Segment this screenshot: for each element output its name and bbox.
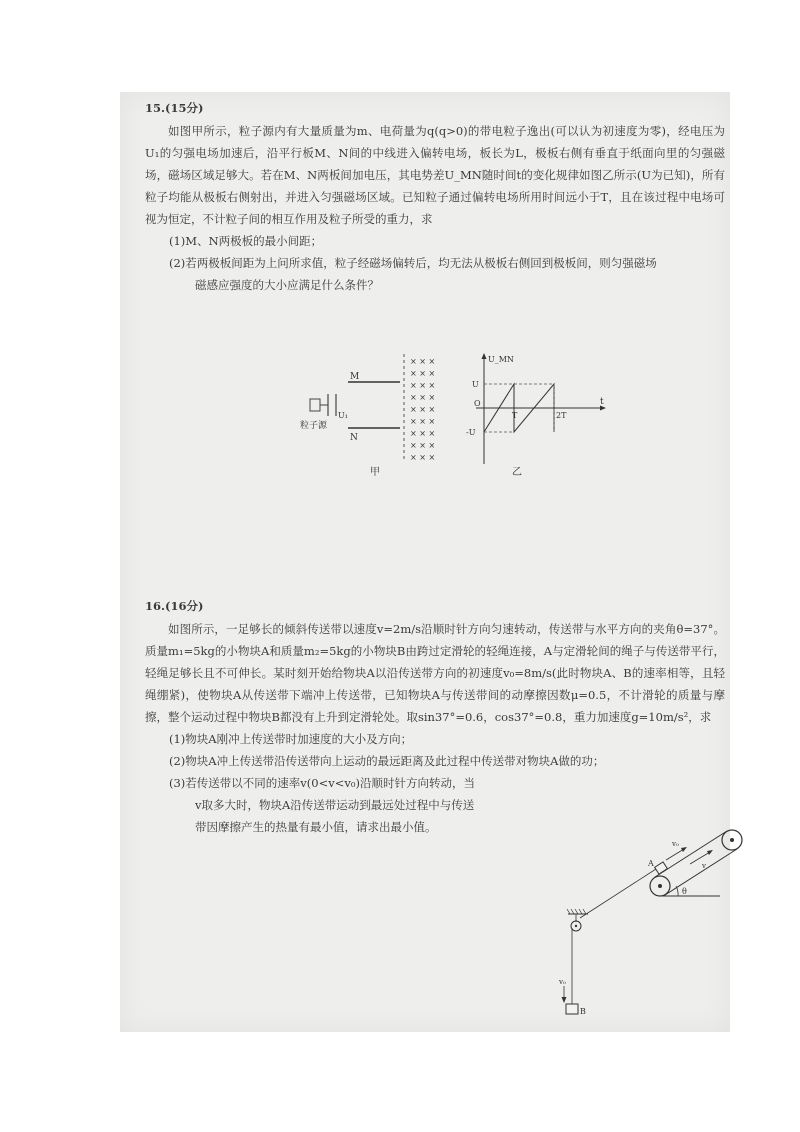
svg-text:× × ×: × × × <box>410 369 436 378</box>
label-v: v <box>702 862 706 870</box>
question-15-title: 15.(15分) <box>145 101 204 115</box>
question-16-title: 16.(16分) <box>145 599 204 613</box>
label-v0-b: v₀ <box>559 978 566 986</box>
svg-text:× × ×: × × × <box>410 453 436 462</box>
label-a: A <box>648 859 654 868</box>
label-neg-u: -U <box>466 428 476 437</box>
svg-text:× × ×: × × × <box>410 357 436 366</box>
figure-jia <box>300 352 460 477</box>
question-16-stem: 如图所示，一足够长的倾斜传送带以速度v=2m/s沿顺时针方向匀速转动，传送带与水平方向的夹角θ=37°。质量m₁=5kg的小物块A和质量m₂=5kg的小物块B由跨过定滑轮的轻绳连接，A与定滑轮间的绳子与传送带平行，轻绳足够长且不可伸长。某时刻开始给物块A以沿传送带方向的初速度v₀=8m/s(此时物块A、B的速率相等，且轻绳绷紧)，使物块A从传送带下端冲上传送带，已知物块A与传送带间的动摩擦因数μ=0.5，不计滑轮的质量与摩擦，整个运动过程中物块B都没有上升到定滑轮处。取sin37°=0.6，cos37°=0.8，重力加速度g=10m/s²，求 <box>145 622 725 724</box>
svg-text:× × ×: × × × <box>410 393 436 402</box>
question-16 <box>145 598 725 838</box>
svg-text:× × ×: × × × <box>410 381 436 390</box>
question-15-part-2: (2)若两极板间距为上问所求值，粒子经磁场偏转后，均无法从极板右侧回到极板间，则匀强磁场 <box>169 256 657 270</box>
label-particle-source: 粒子源 <box>300 421 328 431</box>
magnetic-field-crosses <box>410 357 435 462</box>
label-N: N <box>350 433 358 443</box>
question-15-stem: 如图甲所示，粒子源内有大量质量为m、电荷量为q(q>0)的带电粒子逸出(可以认为初速度为零)，经电压为U₁的匀强电场加速后，沿平行板M、N间的中线进入偏转电场，板长为L，极板右侧有垂直于纸面向里的匀强磁场，磁场区域足够大。若在M、N两板间加电压，其电势差U_MN随时间t的变化规律如图乙所示(U为已知)，所有粒子均能从极板右侧射出，并进入匀强磁场区域。已知粒子通过偏转电场所用时间远小于T，且在该过程中电场可视为恒定，不计粒子间的相互作用及粒子所受的重力，求 <box>145 124 725 226</box>
label-origin: O <box>474 399 481 408</box>
label-u: U <box>472 380 479 389</box>
label-M: M <box>350 372 360 382</box>
axis-label-t: t <box>600 397 604 407</box>
question-16-part-2: (2)物块A冲上传送带沿传送带向上运动的最远距离及此过程中传送带对物块A做的功； <box>169 754 605 768</box>
figure-conveyor <box>560 822 740 1027</box>
label-b: B <box>580 1007 586 1016</box>
figure-yi <box>462 352 612 477</box>
label-v0-a: v₀ <box>672 840 679 848</box>
label-t-tick: T <box>512 411 518 420</box>
question-16-part-1: (1)物块A刚冲上传送带时加速度的大小及方向； <box>169 732 413 746</box>
question-16-part-3-cont-2: 带因摩擦产生的热量有最小值，请求出最小值。 <box>195 820 437 834</box>
svg-text:× × ×: × × × <box>410 441 436 450</box>
question-15 <box>145 100 725 296</box>
label-U1: U₁ <box>338 411 348 420</box>
caption-jia: 甲 <box>370 467 380 478</box>
axis-label-umn: U_MN <box>488 355 514 364</box>
caption-yi: 乙 <box>512 467 522 478</box>
svg-text:× × ×: × × × <box>410 429 436 438</box>
question-16-part-3: (3)若传送带以不同的速率v(0<v<v₀)沿顺时针方向转动，当 <box>169 776 475 790</box>
question-16-part-3-cont-1: v取多大时，物块A沿传送带运动到最远处过程中与传送 <box>195 798 475 812</box>
label-theta: θ <box>682 887 687 896</box>
question-15-part-1: (1)M、N两极板的最小间距； <box>169 234 323 248</box>
svg-text:× × ×: × × × <box>410 405 436 414</box>
svg-text:× × ×: × × × <box>410 417 436 426</box>
label-2t: 2T <box>556 411 567 420</box>
question-15-part-2-cont: 磁感应强度的大小应满足什么条件？ <box>195 278 379 292</box>
